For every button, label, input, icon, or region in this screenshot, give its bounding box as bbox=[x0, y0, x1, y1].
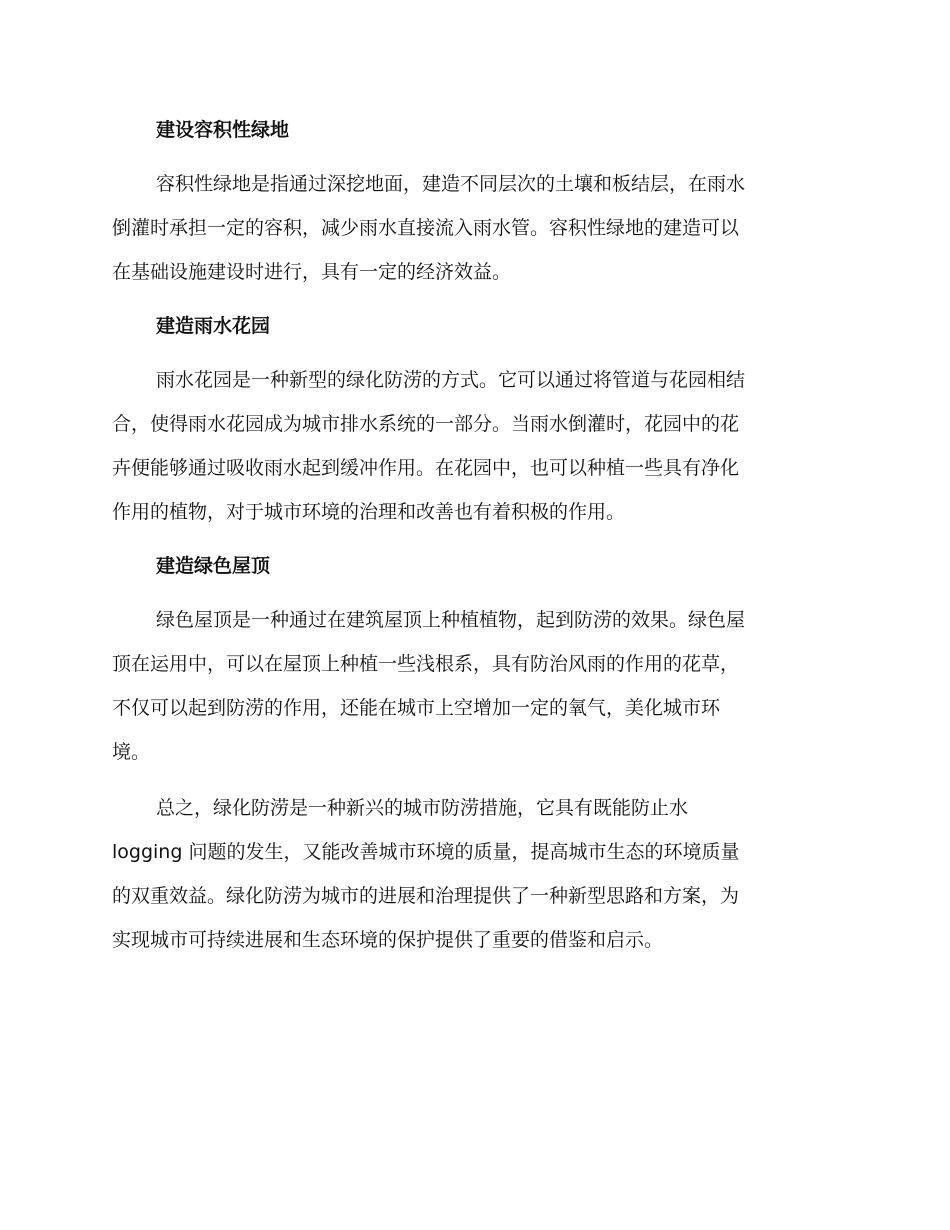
paragraph-line: logging 问题的发生，又能改善城市环境的质量，提高城市生态的环境质量 bbox=[112, 841, 740, 863]
document-page bbox=[112, 110, 832, 974]
paragraph-line: 容积性绿地是指通过深挖地面，建造不同层次的土壤和板结层，在雨水 bbox=[156, 173, 746, 195]
section-paragraph-1 bbox=[112, 162, 832, 294]
paragraph-line: 作用的植物，对于城市环境的治理和改善也有着积极的作用。 bbox=[112, 501, 626, 523]
section-paragraph-3 bbox=[112, 598, 832, 774]
section-heading-2: 建造雨水花园 bbox=[156, 315, 271, 337]
conclusion-paragraph bbox=[112, 786, 832, 962]
paragraph-line: 实现城市可持续进展和生态环境的保护提供了重要的借鉴和启示。 bbox=[112, 929, 664, 951]
paragraph-line: 顶在运用中，可以在屋顶上种植一些浅根系，具有防治风雨的作用的花草， bbox=[112, 653, 740, 675]
paragraph-line: 境。 bbox=[112, 741, 151, 763]
section-heading-1: 建设容积性绿地 bbox=[156, 119, 290, 141]
paragraph-line: 总之，绿化防涝是一种新兴的城市防涝措施，它具有既能防止水 bbox=[156, 797, 689, 819]
paragraph-line: 倒灌时承担一定的容积，减少雨水直接流入雨水管。容积性绿地的建造可以 bbox=[112, 217, 740, 239]
section-paragraph-2 bbox=[112, 358, 832, 534]
paragraph-line: 在基础设施建设时进行，具有一定的经济效益。 bbox=[112, 261, 512, 283]
paragraph-line: 雨水花园是一种新型的绿化防涝的方式。它可以通过将管道与花园相结 bbox=[156, 369, 746, 391]
section-heading-3: 建造绿色屋顶 bbox=[156, 555, 271, 577]
paragraph-line: 合，使得雨水花园成为城市排水系统的一部分。当雨水倒灌时，花园中的花 bbox=[112, 413, 740, 435]
paragraph-line: 卉便能够通过吸收雨水起到缓冲作用。在花园中，也可以种植一些具有净化 bbox=[112, 457, 740, 479]
paragraph-line: 的双重效益。绿化防涝为城市的进展和治理提供了一种新型思路和方案，为 bbox=[112, 885, 740, 907]
paragraph-line: 绿色屋顶是一种通过在建筑屋顶上种植植物，起到防涝的效果。绿色屋 bbox=[156, 609, 746, 631]
paragraph-line: 不仅可以起到防涝的作用，还能在城市上空增加一定的氧气，美化城市环 bbox=[112, 697, 721, 719]
